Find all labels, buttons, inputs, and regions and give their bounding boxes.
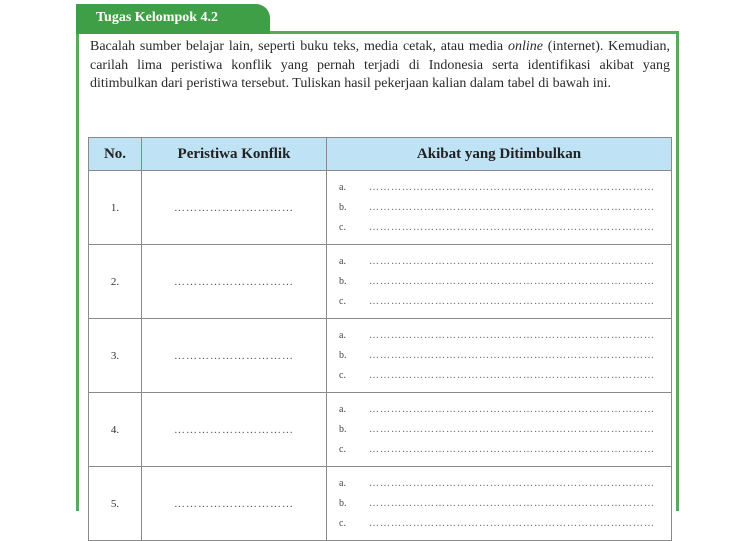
result-cell [327, 171, 672, 245]
result-item-letter: b. [339, 497, 347, 509]
header-result: Akibat yang Ditimbulkan [327, 138, 672, 171]
task-label: Tugas Kelompok 4.2 [76, 4, 270, 34]
result-item-letter: b. [339, 201, 347, 213]
result-blank-line: …………………………………………………………………… [369, 423, 655, 435]
worksheet-table-wrapper [88, 137, 668, 529]
result-item [339, 494, 671, 514]
result-cell [327, 467, 672, 541]
table-header-row [89, 138, 672, 171]
result-item [339, 420, 671, 440]
result-item [339, 366, 671, 386]
result-item-letter: c. [339, 517, 346, 529]
result-blank-line: …………………………………………………………………… [369, 329, 655, 341]
header-no: No. [89, 138, 142, 171]
result-item-letter: a. [339, 255, 346, 267]
event-cell [142, 319, 327, 393]
result-blank-line: …………………………………………………………………… [369, 443, 655, 455]
result-item [339, 400, 671, 420]
result-item-letter: a. [339, 403, 346, 415]
result-item-letter: b. [339, 275, 347, 287]
instructions-italic: online [507, 39, 543, 54]
result-blank-line: …………………………………………………………………… [369, 403, 655, 415]
result-blank-line: …………………………………………………………………… [369, 221, 655, 233]
result-blank-line: …………………………………………………………………… [369, 369, 655, 381]
result-list [327, 400, 671, 460]
result-item [339, 272, 671, 292]
result-item-letter: b. [339, 349, 347, 361]
result-item [339, 218, 671, 238]
result-cell [327, 393, 672, 467]
result-item-letter: a. [339, 329, 346, 341]
event-cell [142, 467, 327, 541]
instructions-paragraph [90, 38, 670, 94]
result-blank-line: …………………………………………………………………… [369, 255, 655, 267]
result-cell [327, 319, 672, 393]
result-list [327, 326, 671, 386]
result-item [339, 326, 671, 346]
result-blank-line: …………………………………………………………………… [369, 497, 655, 509]
row-number: 3. [89, 319, 142, 393]
result-item-letter: c. [339, 221, 346, 233]
result-blank-line: …………………………………………………………………… [369, 517, 655, 529]
result-item [339, 252, 671, 272]
result-list [327, 474, 671, 534]
result-blank-line: …………………………………………………………………… [369, 201, 655, 213]
event-blank-line: ………………………… [174, 349, 294, 362]
result-item [339, 514, 671, 534]
event-blank-line: ………………………… [174, 497, 294, 510]
table-row [89, 171, 672, 245]
result-item [339, 292, 671, 312]
table-row [89, 319, 672, 393]
event-blank-line: ………………………… [174, 423, 294, 436]
result-list [327, 252, 671, 312]
event-cell [142, 245, 327, 319]
table-row [89, 245, 672, 319]
event-blank-line: ………………………… [174, 201, 294, 214]
result-item [339, 440, 671, 460]
result-item-letter: b. [339, 423, 347, 435]
row-number: 5. [89, 467, 142, 541]
result-item-letter: c. [339, 369, 346, 381]
event-cell [142, 171, 327, 245]
result-blank-line: …………………………………………………………………… [369, 295, 655, 307]
table-row [89, 467, 672, 541]
result-cell [327, 245, 672, 319]
event-cell [142, 393, 327, 467]
result-list [327, 178, 671, 238]
result-item [339, 178, 671, 198]
instructions-text-2: (internet). Kemudian, carilah lima peristiwa konflik yang pernah terjadi di Indonesia serta identifikasi akibat yang ditimbulkan dari peristiwa tersebut. Tuliskan hasil pekerjaan kalian dalam tabel di bawah ini. [90, 39, 670, 91]
result-item [339, 474, 671, 494]
result-blank-line: …………………………………………………………………… [369, 477, 655, 489]
table-body [89, 171, 672, 541]
result-item [339, 346, 671, 366]
instructions-text-1: Bacalah sumber belajar lain, seperti buku teks, media cetak, atau media [90, 39, 508, 54]
worksheet-table [88, 137, 672, 541]
header-event: Peristiwa Konflik [142, 138, 327, 171]
row-number: 1. [89, 171, 142, 245]
result-item-letter: a. [339, 181, 346, 193]
result-blank-line: …………………………………………………………………… [369, 275, 655, 287]
event-blank-line: ………………………… [174, 275, 294, 288]
table-row [89, 393, 672, 467]
result-item-letter: a. [339, 477, 346, 489]
row-number: 4. [89, 393, 142, 467]
result-item-letter: c. [339, 295, 346, 307]
result-blank-line: …………………………………………………………………… [369, 181, 655, 193]
result-blank-line: …………………………………………………………………… [369, 349, 655, 361]
row-number: 2. [89, 245, 142, 319]
result-item-letter: c. [339, 443, 346, 455]
result-item [339, 198, 671, 218]
